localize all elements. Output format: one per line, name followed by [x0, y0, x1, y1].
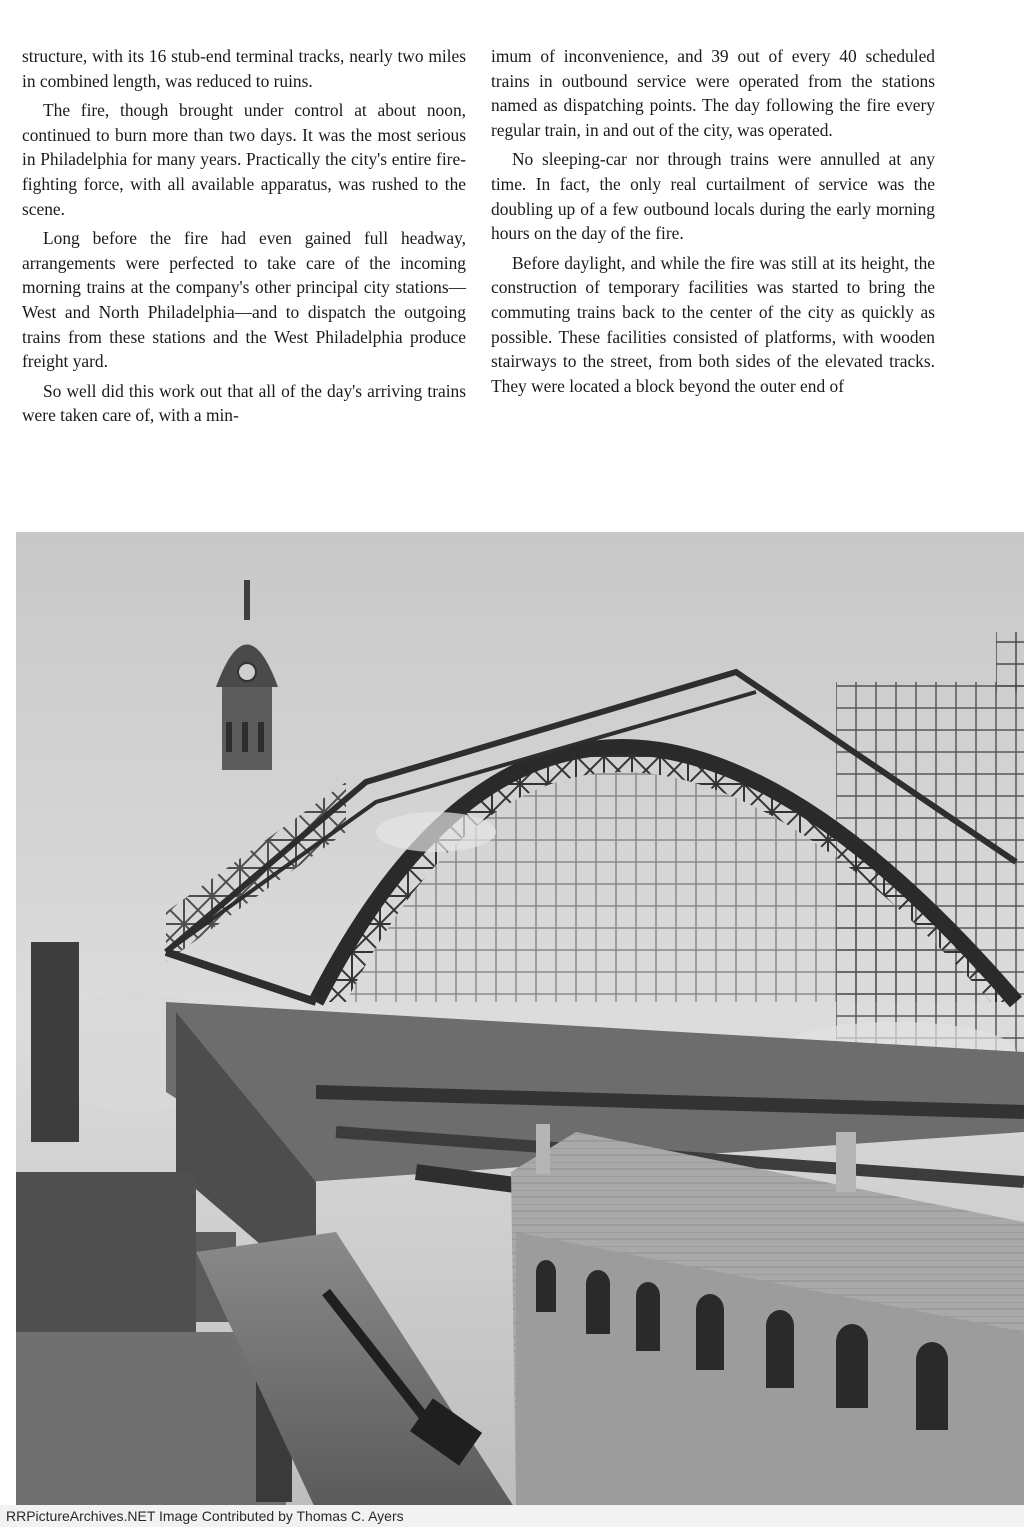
- paragraph: Long before the fire had even gained full headway, arrangements were perfected to take care of the incoming morning trains at the company's other principal city stations—West and North Philadelphia—and to dispatch the outgoing trains from these stations and the West Philadelphia produce freight yard.: [22, 228, 466, 372]
- paragraph: No sleeping-car nor through trains were annulled at any time. In fact, the only real curtailment of service was the doubling up of a few outbound locals during the early morning hours on the day of the fire.: [491, 149, 935, 244]
- paragraph: So well did this work out that all of the day's arriving trains were taken care of, with a min-: [22, 380, 466, 426]
- paragraph: structure, with its 16 stub-end terminal tracks, nearly two miles in combined length, was reduced to ruins.: [22, 46, 466, 91]
- text-column-left: [22, 44, 466, 428]
- image-credit: RRPictureArchives.NET Image Contributed by Thomas C. Ayers: [0, 1505, 1024, 1527]
- text-column-right: [491, 44, 935, 398]
- article-text: [22, 44, 1024, 524]
- paragraph: Before daylight, and while the fire was still at its height, the construction of temporary facilities was started to bring the commuting trains back to the center of the city as quickly as possible. These facilities consisted of platforms, with wooden stairways to the street, from both sides of the elevated tracks. They were located a block beyond the outer end of: [491, 252, 935, 396]
- station-fire-photo: [16, 532, 1024, 1510]
- paragraph: imum of inconvenience, and 39 out of every 40 scheduled trains in outbound service were operated from the stations named as dispatching points. The day following the fire every regular train, in and out of the city, was operated.: [491, 46, 935, 140]
- paragraph: The fire, though brought under control at about noon, continued to burn more than two days. It was the most serious in Philadelphia for many years. Practically the city's entire fire-fighting force, with all available apparatus, was rushed to the scene.: [22, 100, 466, 219]
